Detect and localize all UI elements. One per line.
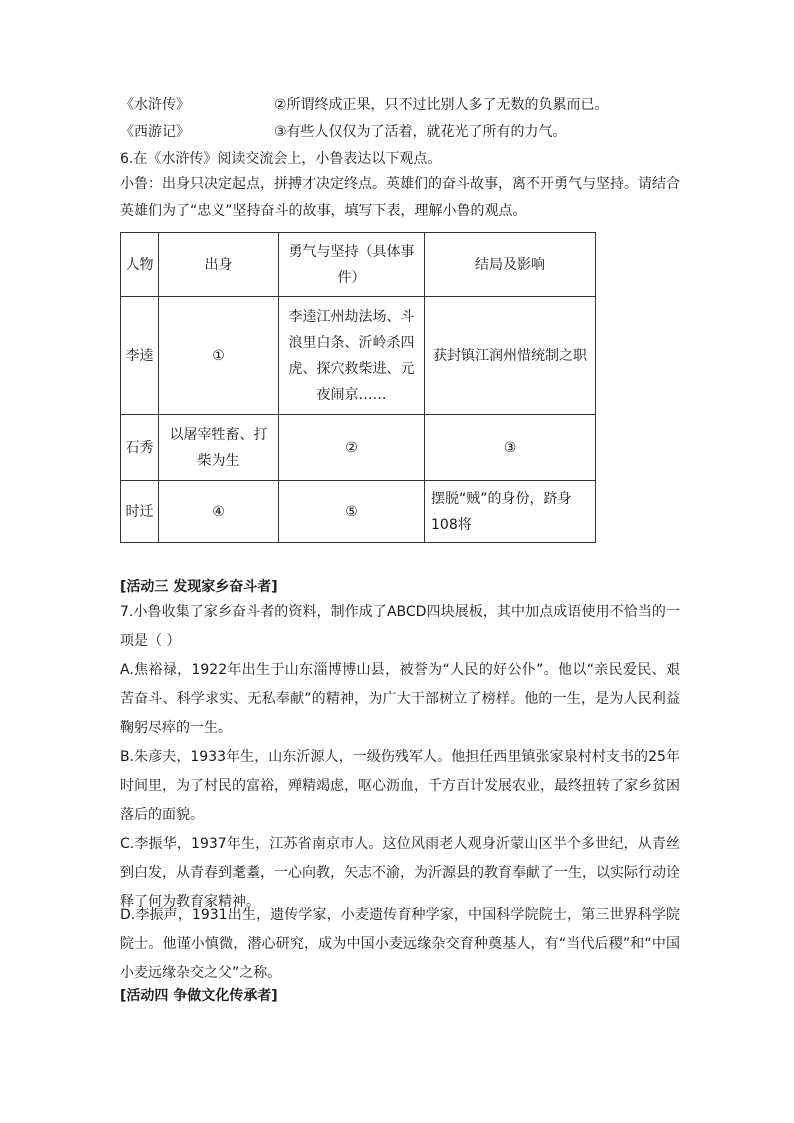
table-cell-name: 石秀 [121,415,159,481]
table-cell-origin: 以屠宰牲畜、打柴为生 [159,415,279,481]
table-header-cell: 结局及影响 [425,233,596,297]
table-row [121,415,596,481]
match-line-1 [120,94,680,116]
table-cell-result: ③ [425,415,596,481]
match-option: ②所谓终成正果，只不过比别人多了无数的负累而已。 [274,97,609,113]
table-header-cell: 出身 [159,233,279,297]
activity-4-heading: [活动四 争做文化传承者] [120,988,278,1004]
question-7-option-d: D.李振声，1931出生，遗传学家，小麦遗传育种学家，中国科学院院士，第三世界科学院院士。他谨小慎微，潜心研究，成为中国小麦远缘杂交育种奠基人，有“当代后稷”和“中国小麦远缘杂交之父”之称。 [120,907,680,981]
table-cell-name: 李逵 [121,297,159,415]
table-header-cell: 勇气与坚持（具体事件） [279,233,425,297]
question-6-text: 小鲁：出身只决定起点，拼搏才决定终点。英雄们的奋斗故事，离不开勇气与坚持。请结合英雄们为了“忠义”坚持奋斗的故事，填写下表，理解小鲁的观点。 [120,176,680,219]
question-7-option-b: B.朱彦夫，1933年生，山东沂源人，一级伤残军人。他担任西里镇张家泉村村支书的25年时间里，为了村民的富裕，殚精竭虑，呕心沥血，千方百计发展农业，最终扭转了家乡贫困落后的面貌。 [120,749,680,823]
book-title: 《水浒传》 [120,97,190,113]
question-7-option-a: A.焦裕禄，1922年出生于山东淄博博山县，被誉为“人民的好公仆”。他以“亲民爱民、艰苦奋斗、科学求实、无私奉献”的精神，为广大干部树立了榜样。他的一生，是为人民利益鞠躬尽瘁的一生。 [120,662,680,736]
table-row [121,297,596,415]
table-cell-result: 获封镇江润州惜统制之职 [425,297,596,415]
book-title: 《西游记》 [120,124,190,140]
table-cell-origin: ④ [159,481,279,543]
table-cell-deeds: ② [279,415,425,481]
question-7-stem: 7.小鲁收集了家乡奋斗者的资料，制作成了ABCD四块展板，其中加点成语使用不恰当的一项是（ ） [120,604,680,649]
question-7-option-c: C.李振华，1937年生，江苏省南京市人。这位风雨老人观身沂蒙山区半个多世纪，从青丝到白发，从青春到耄耋，一心向教，矢志不渝，为沂源县的教育奉献了一生，以实际行动诠释了何为教育家精神。 [120,836,680,910]
table-header-cell: 人物 [121,233,159,297]
question-6-table [120,232,596,543]
question-6-title: 6.在《水浒传》阅读交流会上，小鲁表达以下观点。 [120,151,442,167]
activity-3-heading: [活动三 发现家乡奋斗者] [120,579,278,595]
match-option: ③有些人仅仅为了活着，就花光了所有的力气。 [274,124,567,140]
match-line-2 [120,121,680,143]
table-cell-name: 时迁 [121,481,159,543]
table-cell-deeds: 李逵江州劫法场、斗浪里白条、沂岭杀四虎、探穴救柴进、元夜闹京…… [279,297,425,415]
table-header-row [121,233,596,297]
table-cell-origin: ① [159,297,279,415]
table-cell-deeds: ⑤ [279,481,425,543]
table-cell-result: 摆脱“贼”的身份，跻身108将 [425,481,596,543]
table-row [121,481,596,543]
